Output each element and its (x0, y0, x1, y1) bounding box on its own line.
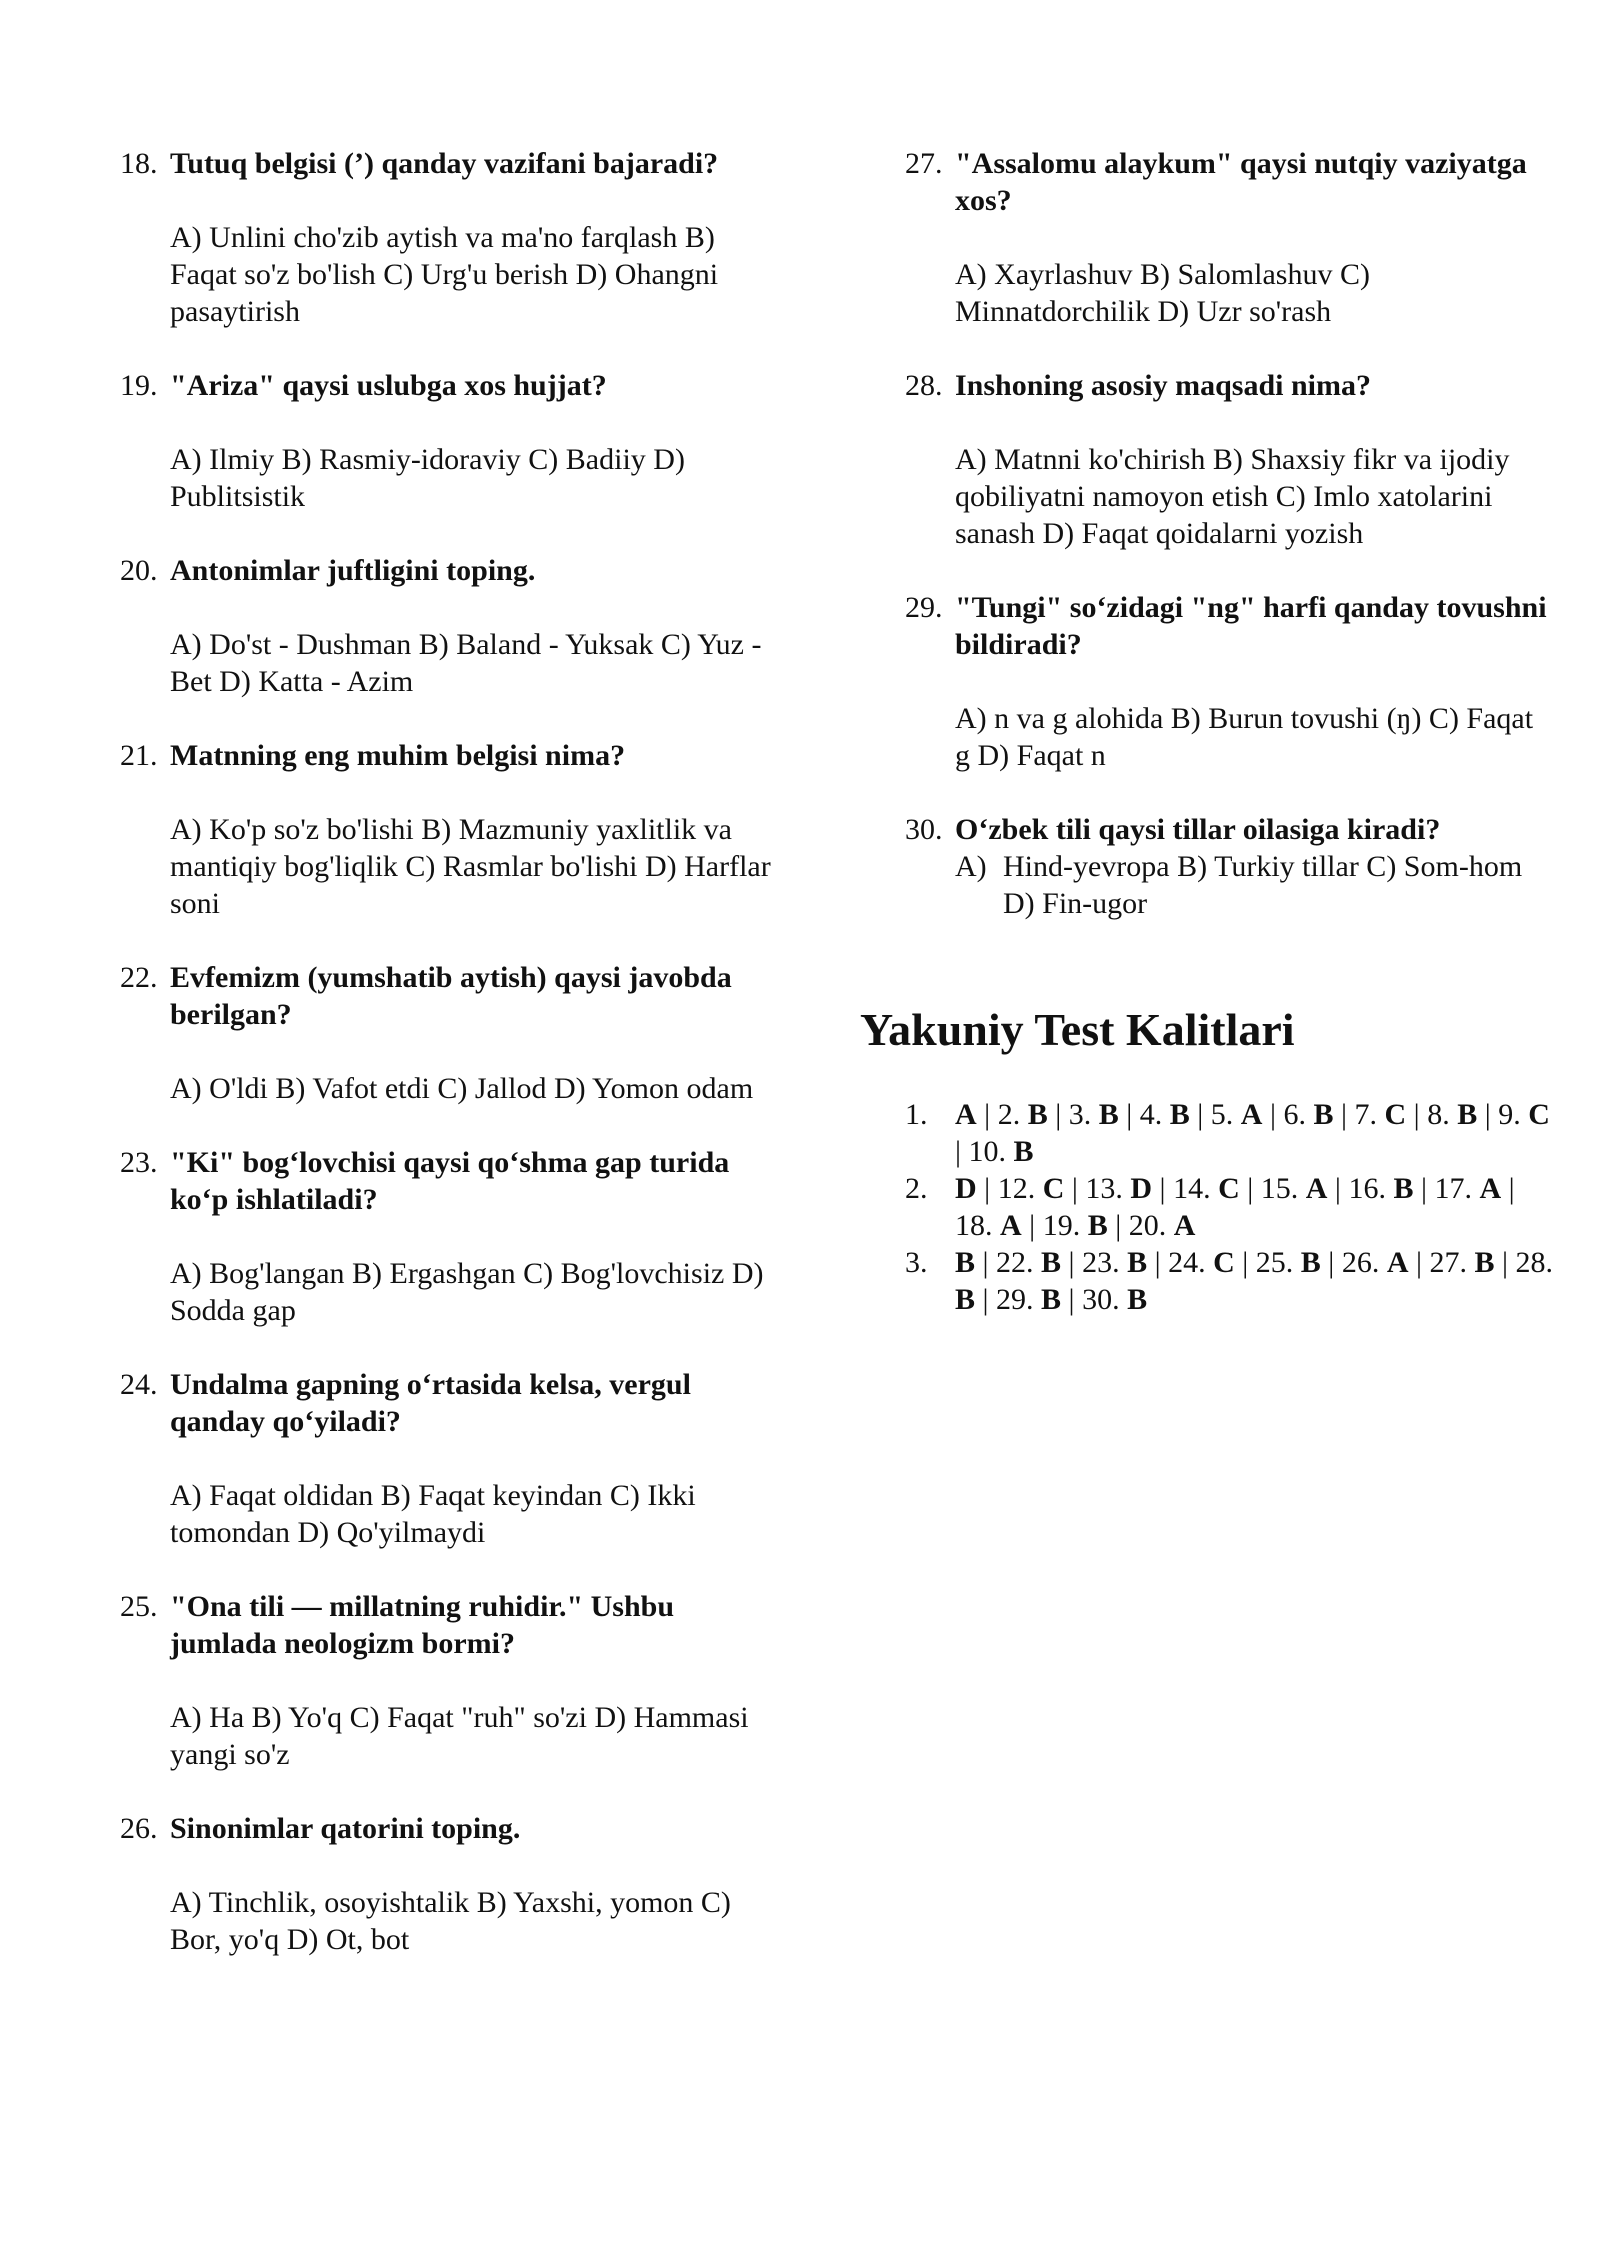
answer-letter: A (1386, 1246, 1409, 1279)
question-number: 29. (905, 591, 943, 624)
question-text: Tutuq belgisi (’) qanday vazifani bajaradi? (170, 147, 719, 180)
question-25 (120, 1588, 780, 1773)
answer-letter: B (955, 1246, 976, 1279)
answer-key-list (905, 1096, 1555, 1318)
question-number: 18. (120, 147, 158, 180)
question-number: 26. (120, 1812, 158, 1845)
answer-letter: D (955, 1172, 977, 1205)
answers-heading: Yakuniy Test Kalitlari (860, 1004, 1295, 1055)
answer-question-number: 17. (1434, 1172, 1472, 1205)
question-24 (120, 1366, 780, 1551)
answer-letter: B (1127, 1283, 1148, 1316)
answer-question-number: 20. (1128, 1209, 1167, 1242)
answer-question-number: 12. (997, 1172, 1036, 1205)
answer-letter: B (1041, 1283, 1062, 1316)
answer-letter: C (1213, 1246, 1235, 1279)
answer-question-number: 28. (1515, 1246, 1554, 1279)
question-options: A) Xayrlashuv B) Salomlashuv C) Minnatdorchilik D) Uzr so'rash (955, 258, 1370, 328)
answer-question-number: 7. (1354, 1098, 1377, 1131)
answer-key-items: B | 22. B | 23. B | 24. C | 25. B | 26. A | 27. B | 28. B | 29. B | 30. B (955, 1246, 1554, 1316)
answer-question-number: 29. (996, 1283, 1034, 1316)
question-text: Matnning eng muhim belgisi nima? (170, 739, 626, 772)
question-29 (905, 589, 1555, 774)
question-text: Evfemizm (yumshatib aytish) qaysi javobda berilgan? (170, 961, 732, 1031)
question-options (955, 848, 1555, 922)
question-19 (120, 367, 780, 515)
answer-key-number: 3. (905, 1246, 928, 1279)
answer-key-row (905, 1096, 1555, 1170)
question-number: 22. (120, 961, 158, 994)
answer-question-number: 16. (1348, 1172, 1386, 1205)
answer-question-number: 2. (997, 1098, 1021, 1131)
answer-question-number: 19. (1042, 1209, 1081, 1242)
answer-question-number: 25. (1255, 1246, 1294, 1279)
answer-question-number: 14. (1173, 1172, 1211, 1205)
answer-letter: D (1130, 1172, 1153, 1205)
question-options: A) Matnni ko'chirish B) Shaxsiy fikr va ijodiy qobiliyatni namoyon etish C) Imlo xatolarini sanash D) Faqat qoidalarni yozish (955, 443, 1510, 550)
question-number: 23. (120, 1146, 158, 1179)
question-27 (905, 145, 1555, 330)
question-number: 20. (120, 554, 158, 587)
answer-question-number: 24. (1168, 1246, 1206, 1279)
question-21 (120, 737, 780, 922)
answer-letter: B (1087, 1209, 1108, 1242)
answer-letter: C (1528, 1098, 1550, 1131)
question-number: 21. (120, 739, 158, 772)
question-23 (120, 1144, 780, 1329)
question-text: Antonimlar juftligini toping. (170, 554, 536, 587)
question-text: O‘zbek tili qaysi tillar oilasiga kiradi? (955, 813, 1441, 846)
answer-key-number: 2. (905, 1172, 928, 1205)
option-text: Hind-yevropa B) Turkiy tillar C) Som-hom D) Fin-ugor (1003, 850, 1523, 920)
answer-letter: B (1313, 1098, 1334, 1131)
answer-key-row (905, 1244, 1555, 1318)
answer-question-number: 6. (1283, 1098, 1306, 1131)
question-options: A) Unlini cho'zib aytish va ma'no farqlash B) Faqat so'z bo'lish C) Urg'u berish D) Ohangni pasaytirish (170, 221, 719, 328)
question-options: A) Ha B) Yo'q C) Faqat "ruh" so'zi D) Hammasi yangi so'z (170, 1701, 749, 1771)
question-text: "Ariza" qaysi uslubga xos hujjat? (170, 369, 607, 402)
answer-letter: A (1173, 1209, 1196, 1242)
answer-letter: B (1041, 1246, 1062, 1279)
answer-question-number: 5. (1210, 1098, 1234, 1131)
question-text: "Assalomu alaykum" qaysi nutqiy vaziyatga xos? (955, 147, 1527, 217)
answer-letter: A (1305, 1172, 1328, 1205)
question-number: 25. (120, 1590, 158, 1623)
answer-letter: C (1218, 1172, 1240, 1205)
question-options: A) Faqat oldidan B) Faqat keyindan C) Ikki tomondan D) Qo'yilmaydi (170, 1479, 696, 1549)
question-text: "Ona tili — millatning ruhidir." Ushbu jumlada neologizm bormi? (170, 1590, 675, 1660)
answer-letter: B (1169, 1098, 1190, 1131)
answer-letter: A (1240, 1098, 1263, 1131)
question-number: 28. (905, 369, 943, 402)
answer-question-number: 27. (1429, 1246, 1467, 1279)
question-options: A) Tinchlik, osoyishtalik B) Yaxshi, yomon C) Bor, yo'q D) Ot, bot (170, 1886, 731, 1956)
answer-key-items: D | 12. C | 13. D | 14. C | 15. A | 16. B | 17. A | 18. A | 19. B | 20. A (955, 1172, 1515, 1242)
answer-question-number: 4. (1139, 1098, 1163, 1131)
answer-letter: C (1042, 1172, 1065, 1205)
answer-letter: A (1479, 1172, 1502, 1205)
answer-question-number: 8. (1427, 1098, 1450, 1131)
answer-letter: B (1098, 1098, 1119, 1131)
answer-question-number: 10. (968, 1135, 1007, 1168)
option-letter: A) (955, 850, 987, 883)
question-18 (120, 145, 780, 330)
question-text: "Ki" bog‘lovchisi qaysi qo‘shma gap turida ko‘p ishlatiladi? (170, 1146, 730, 1216)
question-number: 27. (905, 147, 943, 180)
answer-letter: B (1393, 1172, 1414, 1205)
left-column (120, 145, 780, 1958)
answer-letter: B (1013, 1135, 1034, 1168)
question-26 (120, 1810, 780, 1958)
answer-letter: B (1027, 1098, 1048, 1131)
answer-key-items: A | 2. B | 3. B | 4. B | 5. A | 6. B | 7. C | 8. B | 9. C | 10. B (955, 1098, 1550, 1168)
answer-letter: B (1474, 1246, 1495, 1279)
answer-question-number: 9. (1498, 1098, 1521, 1131)
question-22 (120, 959, 780, 1107)
question-number: 19. (120, 369, 158, 402)
question-text: Undalma gapning o‘rtasida kelsa, vergul qanday qo‘yiladi? (170, 1368, 691, 1438)
question-text: Sinonimlar qatorini toping. (170, 1812, 521, 1845)
answer-letter: B (1457, 1098, 1478, 1131)
answer-question-number: 26. (1341, 1246, 1380, 1279)
question-options: A) Do'st - Dushman B) Baland - Yuksak C) Yuz - Bet D) Katta - Azim (170, 628, 762, 698)
question-number: 30. (905, 813, 943, 846)
answer-question-number: 18. (955, 1209, 993, 1242)
question-text: Inshoning asosiy maqsadi nima? (955, 369, 1371, 402)
answer-letter: B (1127, 1246, 1148, 1279)
answer-question-number: 22. (996, 1246, 1034, 1279)
answer-letter: B (1300, 1246, 1321, 1279)
answer-question-number: 23. (1082, 1246, 1120, 1279)
question-text: "Tungi" so‘zidagi "ng" harfi qanday tovushni bildiradi? (955, 591, 1547, 661)
answer-question-number: 15. (1260, 1172, 1299, 1205)
right-column (860, 145, 1555, 1318)
answer-letter: A (1000, 1209, 1022, 1242)
answer-key-number: 1. (905, 1098, 928, 1131)
question-28 (905, 367, 1555, 552)
question-30 (905, 811, 1555, 922)
answer-letter: C (1384, 1098, 1407, 1131)
answer-key-row (905, 1170, 1555, 1244)
question-options: A) Ilmiy B) Rasmiy-idoraviy C) Badiiy D) Publitsistik (170, 443, 685, 513)
question-20 (120, 552, 780, 700)
question-number: 24. (120, 1368, 158, 1401)
question-options: A) Bog'langan B) Ergashgan C) Bog'lovchisiz D) Sodda gap (170, 1257, 764, 1327)
answer-letter: A (955, 1098, 977, 1131)
answer-question-number: 3. (1068, 1098, 1092, 1131)
answer-letter: B (955, 1283, 976, 1316)
question-options: A) O'ldi B) Vafot etdi C) Jallod D) Yomon odam (170, 1072, 754, 1105)
question-options: A) n va g alohida B) Burun tovushi (ŋ) C) Faqat g D) Faqat n (955, 702, 1534, 772)
question-options: A) Ko'p so'z bo'lishi B) Mazmuniy yaxlitlik va mantiqiy bog'liqlik C) Rasmlar bo'lishi D) Harflar soni (170, 813, 771, 920)
answer-question-number: 13. (1085, 1172, 1123, 1205)
answer-question-number: 30. (1082, 1283, 1120, 1316)
